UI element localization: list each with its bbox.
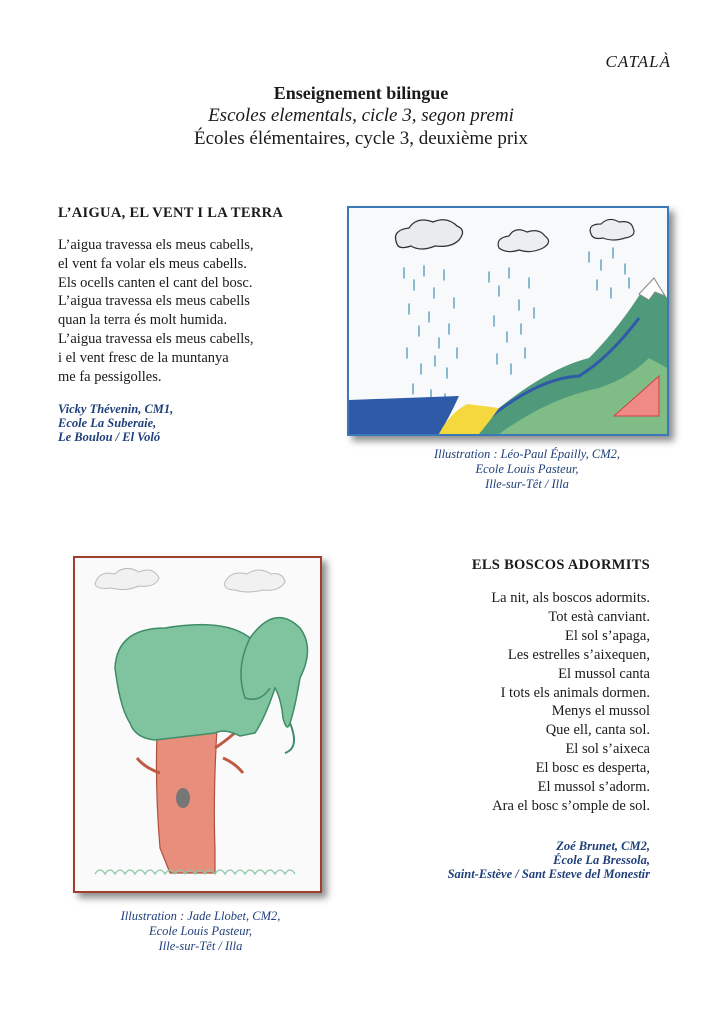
poem1-author	[58, 402, 173, 444]
caption-line: Illustration : Léo-Paul Épailly, CM2,	[433, 447, 621, 461]
poem-line: El mussol canta	[558, 665, 650, 682]
poem-line: me fa pessigolles.	[58, 368, 162, 385]
author-line: Zoé Brunet, CM2,	[556, 839, 650, 853]
poem-line: L’aigua travessa els meus cabells,	[58, 237, 254, 253]
poem-line: el vent fa volar els meus cabells.	[58, 255, 247, 272]
illustration-elephant-tree	[73, 556, 322, 893]
poem-line: Tot està canviant.	[548, 608, 650, 625]
subtitle-catalan: Escoles elementals, cicle 3, segon premi	[208, 105, 514, 126]
poem1-text	[58, 236, 254, 386]
language-label: CATALÀ	[605, 52, 671, 71]
poem-line: El bosc es desperta,	[535, 760, 650, 777]
caption-line: Ecole Louis Pasteur,	[475, 462, 579, 476]
poem-line: L’aigua travessa els meus cabells	[58, 293, 250, 310]
poem-line: quan la terra és molt humida.	[58, 312, 228, 329]
poem-line: Menys el mussol	[551, 703, 650, 720]
poem-line: El sol s’apaga,	[565, 627, 650, 644]
subtitle-french: Écoles élémentaires, cycle 3, deuxième prix	[194, 128, 528, 149]
poem2-title: ELS BOSCOS ADORMITS	[471, 557, 650, 573]
page-title: Enseignement bilingue	[273, 83, 449, 103]
title-block	[0, 82, 722, 151]
poem-line: L’aigua travessa els meus cabells,	[58, 330, 254, 347]
poem-line: Els ocells canten el cant del bosc.	[58, 274, 253, 291]
poem2-author	[448, 839, 650, 881]
author-line: École La Bressola,	[553, 853, 650, 867]
poem2-text	[491, 589, 650, 816]
author-line: Saint-Estève / Sant Esteve del Monestir	[447, 867, 650, 881]
poem-line: Les estrelles s’aixequen,	[507, 646, 650, 663]
poem-line: El mussol s’adorm.	[537, 779, 650, 796]
author-line: Vicky Thévenin, CM1,	[58, 402, 174, 416]
poem-line: I tots els animals dormen.	[500, 684, 650, 701]
poem-line: i el vent fresc de la muntanya	[58, 349, 229, 366]
caption-line: Illustration : Jade Llobet, CM2,	[120, 909, 281, 923]
caption-line: Ecole Louis Pasteur,	[148, 924, 253, 938]
poem-line: Ara el bosc s’omple de sol.	[492, 797, 650, 814]
caption-line: Ille-sur-Têt / Illa	[485, 477, 569, 491]
author-line: Le Boulou / El Voló	[58, 430, 161, 444]
illustration2-caption	[93, 909, 308, 954]
illustration1-caption	[392, 447, 662, 492]
author-line: Ecole La Suberaie,	[58, 416, 157, 430]
illustration-water-wind-earth	[347, 206, 669, 436]
poem-line: La nit, als boscos adormits.	[491, 590, 650, 606]
poem-line: Que ell, canta sol.	[545, 722, 650, 739]
poem-line: El sol s’aixeca	[565, 741, 650, 758]
caption-line: Ille-sur-Têt / Illa	[158, 939, 243, 953]
poem1-title: L’AIGUA, EL VENT I LA TERRA	[58, 205, 284, 221]
